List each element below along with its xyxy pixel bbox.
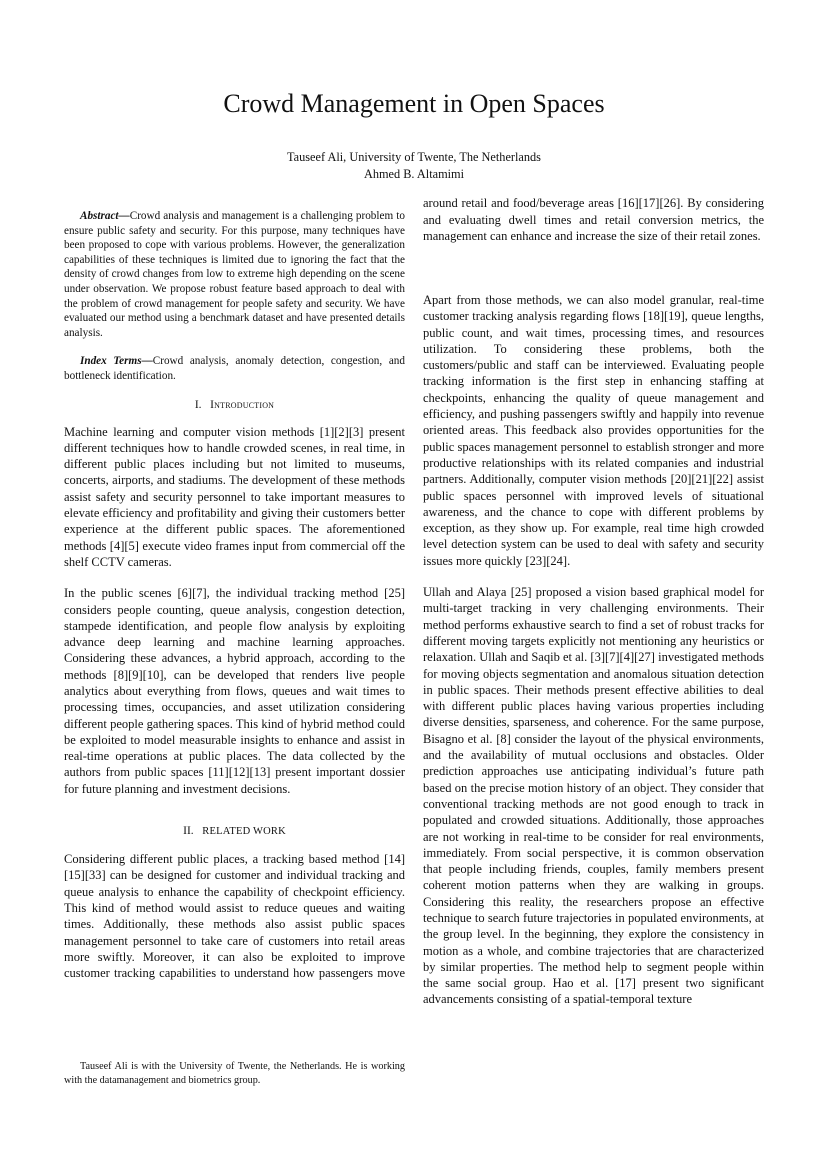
index-terms [64, 354, 405, 383]
section-number: II. [183, 825, 194, 838]
right-column [423, 195, 764, 1008]
paragraph [64, 851, 405, 981]
author-line-2: Ahmed B. Altamimi [363, 167, 465, 181]
footnote: Tauseef Ali is with the University of Twente, the Netherlands. He is working with the datamanagement and biometrics group. [64, 1061, 405, 1086]
paragraph: Ullah and Alaya [25] proposed a vision based graphical model for multi-target tracking in very challenging environments. Their method performs exhaustive search to find a set of robust tracks for different moving targets explicitly not mentioning any heuristics or relaxation. Ullah and Saqib et al. [3][7][4][27] investigated methods for moving objects segmentation and anomalous situation detection in public spaces. Their methods present effective abilities to deal with different public places having various properties including diverse densities, sparseness, and coherence. For the same purpose, Bisagno et al. [8] consider the layout of the physical environments, and the availability of mutual occlusions and obstacles. Older prediction approaches use anticipating individual’s future path based on the precise motion history of an object. They consider that conventional tracking methods are not good enough to track in populated and crowded situations. Additionally, those approaches are not working in real-time to be consider for real environments, immediately. From social perspective, it is common observation that people including friends, couples, family members present coherent motion patterns when they are walking in groups. Considering this reality, the researchers propose an effective technique to search future trajectories in populated environments, at the group level. In the beginning, they explore the consistency in motion as a whole, and combine trajectories that are characterized by similar properties. The method help to segment people within the same social group. Hao et al. [17] present two significant advancements consisting of a spatial-temporal texture [423, 585, 764, 1007]
abstract-dash: — [118, 210, 130, 222]
paper-title: Crowd Management in Open Spaces [223, 89, 605, 118]
index-terms-text: Crowd analysis, anomaly detection, congestion, and bottleneck identification. [64, 355, 405, 382]
section-heading-related-work [64, 823, 405, 840]
abstract [64, 209, 405, 340]
section-title: Introduction [210, 398, 275, 411]
author-line-1: Tauseef Ali, University of Twente, The Netherlands [287, 150, 541, 164]
paragraph: Apart from those methods, we can also model granular, real-time customer tracking analysis regarding flows [18][19], queue lengths, public count, and wait times, processing times, and resources utilization. To considering these problems, both the customers/public and staff can be interviewed. Evaluating people tracking information is the first step in enhancing staffing at checkpoints, enhancing the quality of queue management and efficiency, and pushing passengers swiftly and happily into revenue oriented areas. This feedback also provides opportunities for the public spaces management personnel to establish stronger and more productive relationships with its related companies and industrial partners. Additionally, computer vision methods [20][21][22] assist public spaces personnel with improved levels of situational awareness, and the chance to cope with different problems by exception, as they show up. For example, real time high crowded level detection system can be used to deal with safety and security issues more quickly [23][24]. [423, 293, 764, 568]
section-title: RELATED WORK [202, 826, 286, 838]
paragraph: Machine learning and computer vision methods [1][2][3] present different techniques how to handle crowded scenes, in real time, in different public places including but not limited to museums, concerts, airports, and stadiums. The development of these methods assist safety and security personnel to take important measures to elevate efficiency and profitability and giving their customers better experience at the different public spaces. The aforementioned methods [4][5] execute video frames input from commercial off the shelf CCTV cameras. [64, 424, 405, 569]
left-column [64, 195, 405, 981]
paragraph-continued: around retail and food/beverage areas [16][17][26]. By considering and evaluating dwell times and retail conversion metrics, the management can enhance and increase the size of their retail zones. [423, 196, 764, 243]
abstract-label: Abstract [80, 210, 119, 222]
section-number: I. [194, 398, 202, 411]
index-terms-dash: — [141, 355, 153, 368]
index-terms-label: Index Terms [80, 355, 142, 368]
paragraph-text: Considering different public places, a tracking based method [14][15][33] can be designed for customer and individual tracking and queue analysis to enhance the capability of checkpoint efficiency. This kind of method would assist to reduce queues and waiting times. Additionally, these methods also assist public spaces management personnel to take care of customers into retail areas more swiftly. Moreover, it can also be exploited to improve customer tracking capabilities to understand how passengers move [64, 852, 405, 981]
section-heading-introduction [64, 397, 405, 413]
abstract-text: Crowd analysis and management is a challenging problem to ensure public safety and security. For this purpose, many techniques have been proposed to cope with various problems. However, the generalization capabilities of these techniques is limited due to ignoring the fact that the density of crowd changes from low to extreme high depending on the scene under observation. We propose robust feature based approach to deal with the problem of crowd management for people safety and security. We have evaluated our method using a benchmark dataset and have presented details analysis. [64, 210, 405, 339]
paragraph [423, 195, 764, 277]
paragraph: In the public scenes [6][7], the individual tracking method [25] considers people counting, queue analysis, congestion detection, stampede identification, and people flow analysis by exploiting advance deep learning and machine learning approaches. Considering these advances, a hybrid approach, according to the methods [8][9][10], can be developed that renders live people analytics about everything from flows, queues and wait times to processing times, occupancies, and asset utilization considering different people gathering spaces. This kind of hybrid method could be exploited to model measurable insights to enhance and assist in real-time operations at public places. The data collected by the authors from public spaces [11][12][13] present important dossier for future planning and investment decisions. [64, 586, 405, 796]
